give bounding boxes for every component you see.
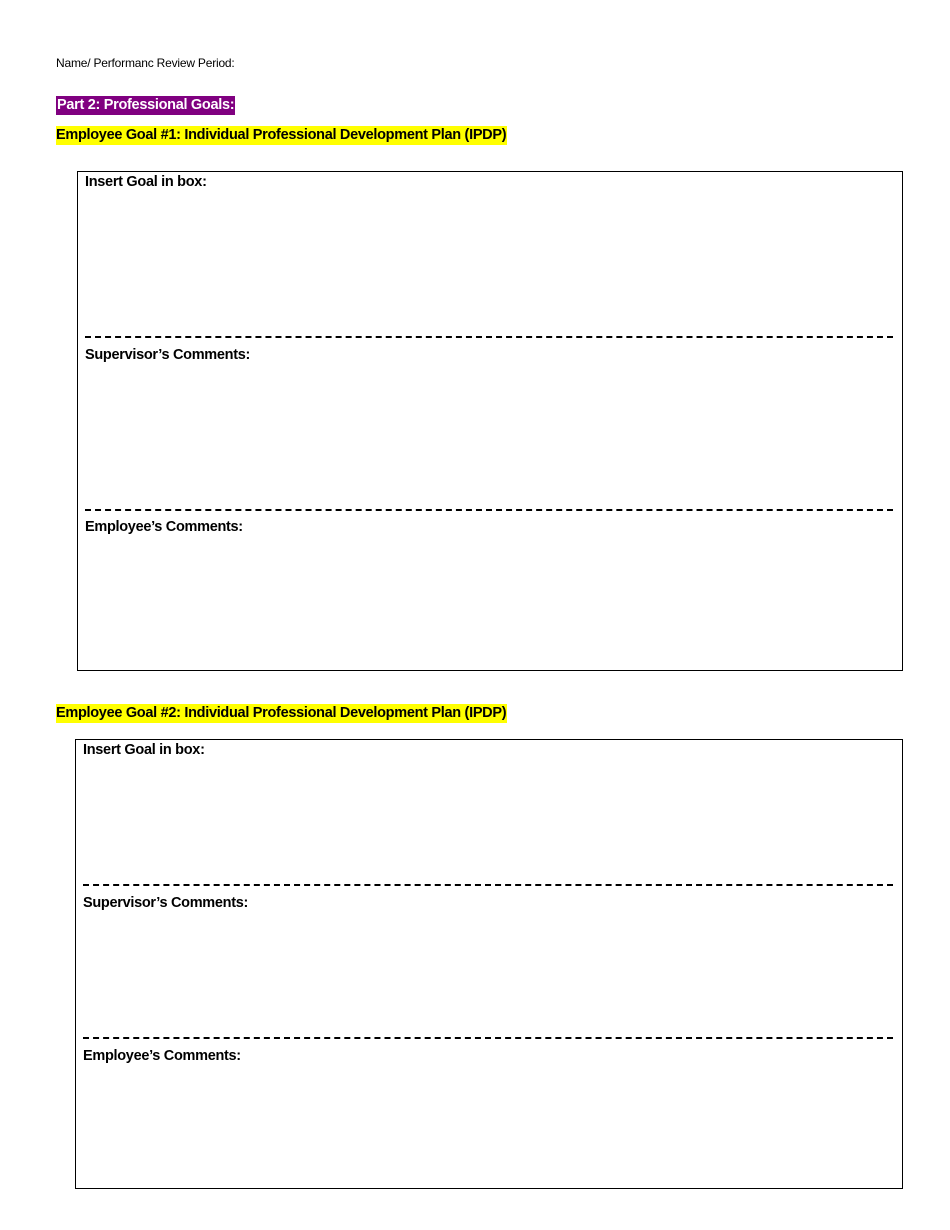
section-divider [83, 1037, 893, 1039]
employee-comments-label: Employee’s Comments: [85, 519, 243, 535]
goal-1-box [77, 171, 903, 671]
supervisor-comments-label: Supervisor’s Comments: [85, 347, 251, 363]
goal-2-goal-entry-area[interactable] [83, 762, 893, 880]
part-2-heading: Part 2: Professional Goals: [57, 97, 235, 113]
section-divider [85, 336, 893, 338]
goal-2-supervisor-comments-area[interactable] [83, 914, 893, 1034]
insert-goal-label: Insert Goal in box: [83, 742, 205, 758]
name-review-period-label: Name/ Performanc Review Period: [56, 56, 235, 70]
employee-goal-1-heading: Employee Goal #1: Individual Professional Development Plan (IPDP) [56, 127, 507, 143]
goal-2-box [75, 739, 903, 1189]
supervisor-comments-label: Supervisor’s Comments: [83, 895, 249, 911]
goal-1-goal-entry-area[interactable] [85, 194, 893, 332]
employee-comments-label: Employee’s Comments: [83, 1048, 241, 1064]
section-divider [83, 884, 893, 886]
insert-goal-label: Insert Goal in box: [85, 174, 207, 190]
goal-1-supervisor-comments-area[interactable] [85, 366, 893, 506]
goal-2-employee-comments-area[interactable] [83, 1067, 893, 1181]
section-divider [85, 509, 893, 511]
goal-1-employee-comments-area[interactable] [85, 538, 893, 664]
employee-goal-2-heading: Employee Goal #2: Individual Professional Development Plan (IPDP) [56, 705, 507, 721]
